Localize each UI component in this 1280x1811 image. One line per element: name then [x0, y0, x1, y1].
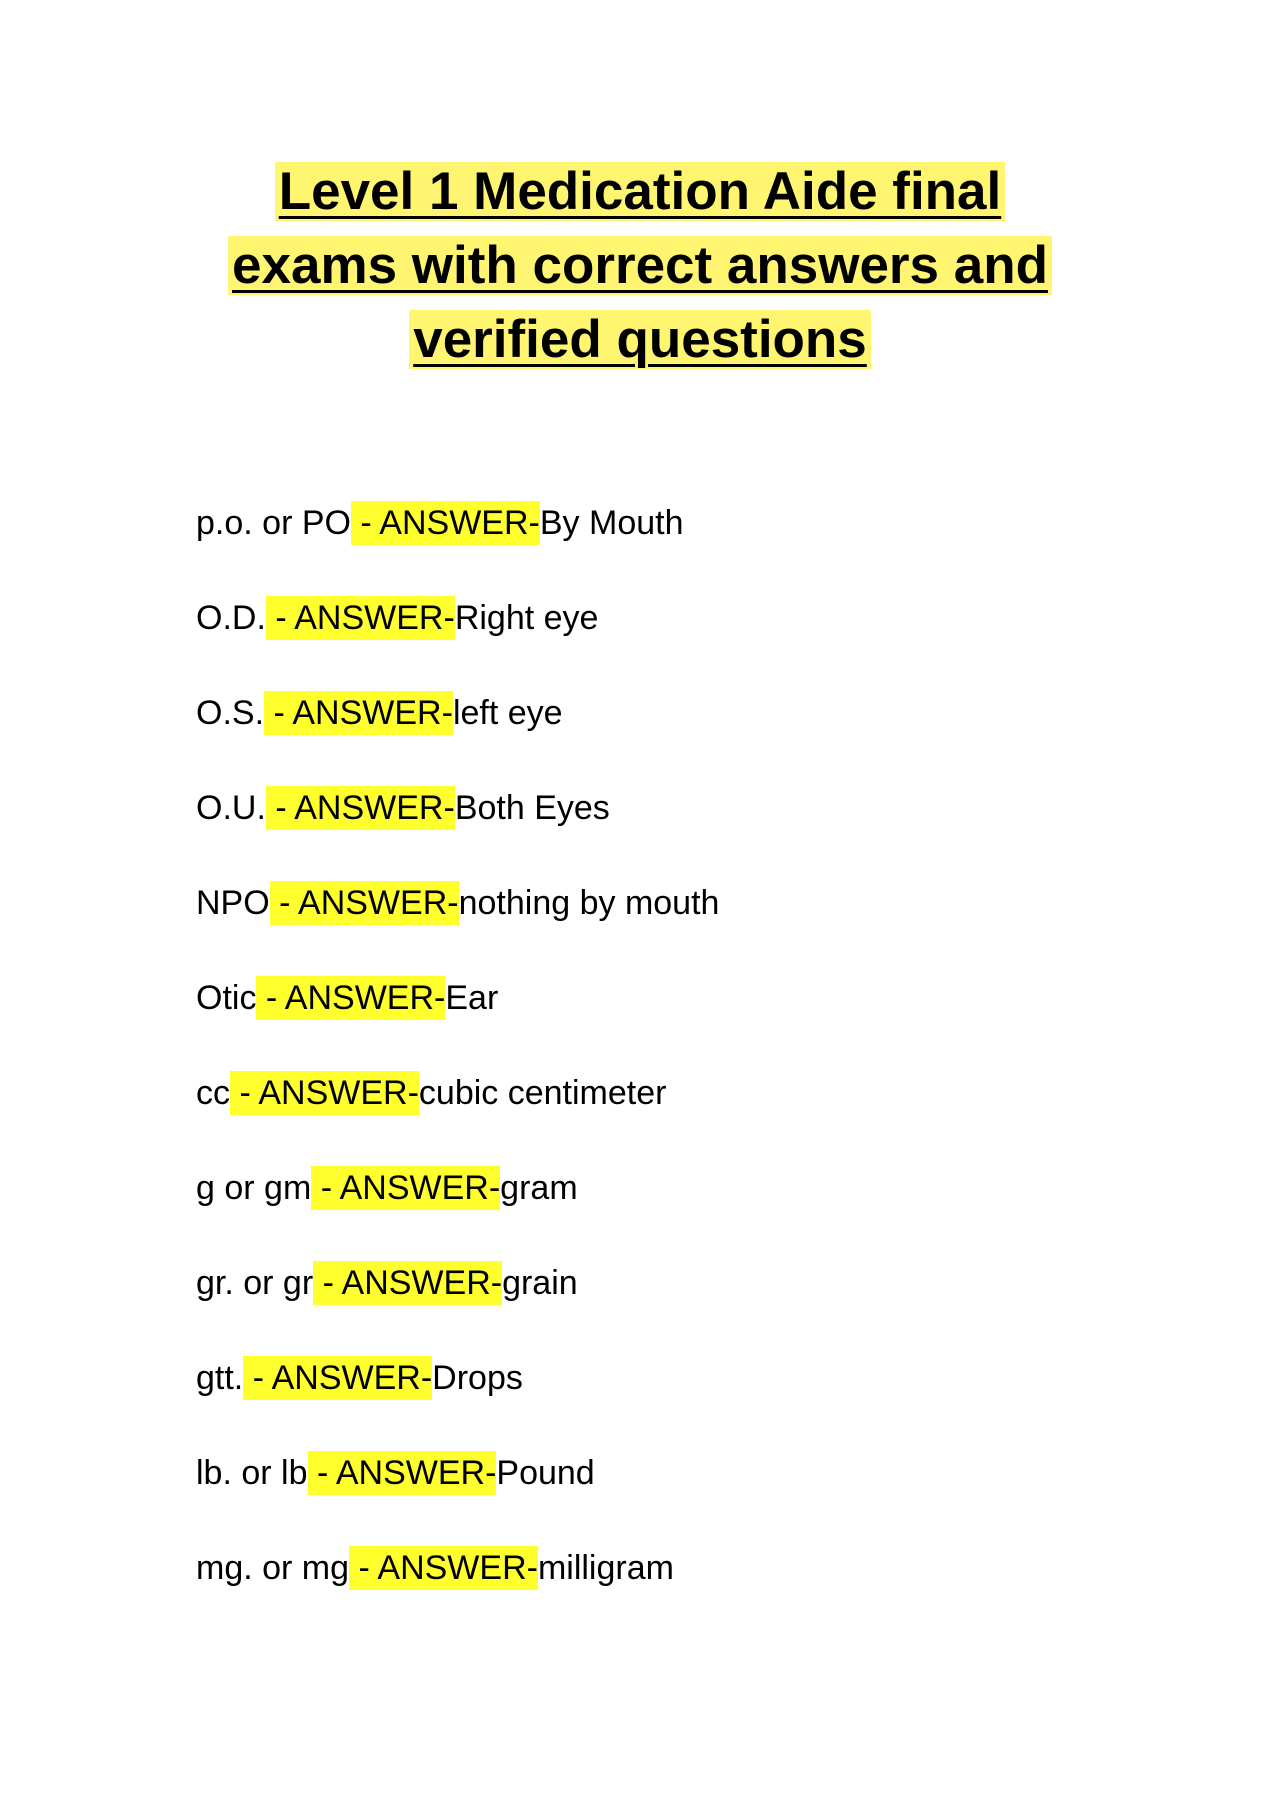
- qa-answer: Pound: [496, 1454, 595, 1492]
- qa-item: [196, 1073, 1196, 1168]
- qa-term: NPO: [196, 884, 270, 922]
- qa-answer: gram: [500, 1169, 578, 1207]
- qa-term: lb. or lb: [196, 1454, 308, 1492]
- answer-marker: - ANSWER-: [270, 881, 459, 925]
- answer-marker: - ANSWER-: [230, 1071, 419, 1115]
- answer-marker: - ANSWER-: [311, 1166, 500, 1210]
- qa-term: Otic: [196, 979, 257, 1017]
- qa-item: [196, 1453, 1196, 1548]
- qa-item: [196, 883, 1196, 978]
- qa-term: O.S.: [196, 694, 265, 732]
- qa-item: [196, 788, 1196, 883]
- qa-term: gtt.: [196, 1359, 244, 1397]
- qa-answer: nothing by mouth: [458, 884, 720, 922]
- qa-answer: milligram: [537, 1549, 674, 1587]
- qa-answer: Both Eyes: [454, 789, 610, 827]
- qa-item: [196, 598, 1196, 693]
- qa-answer: Ear: [445, 979, 499, 1017]
- qa-item: [196, 1168, 1196, 1263]
- answer-marker: - ANSWER-: [266, 596, 455, 640]
- qa-term: g or gm: [196, 1169, 312, 1207]
- qa-term: O.D.: [196, 599, 266, 637]
- qa-answer: Right eye: [454, 599, 599, 637]
- title-line: verified questions: [0, 303, 1280, 377]
- document-title: [0, 155, 1280, 377]
- qa-item: [196, 1358, 1196, 1453]
- title-line: exams with correct answers and: [0, 229, 1280, 303]
- qa-item: [196, 1263, 1196, 1358]
- qa-term: cc: [196, 1074, 230, 1112]
- qa-answer: By Mouth: [539, 504, 684, 542]
- qa-item: [196, 503, 1196, 598]
- qa-answer: Drops: [432, 1359, 523, 1397]
- answer-marker: - ANSWER-: [349, 1546, 538, 1590]
- qa-term: mg. or mg: [196, 1549, 350, 1587]
- answer-marker: - ANSWER-: [264, 691, 453, 735]
- title-line: Level 1 Medication Aide final: [0, 155, 1280, 229]
- qa-term: p.o. or PO: [196, 504, 351, 542]
- qa-item: [196, 978, 1196, 1073]
- answer-marker: - ANSWER-: [313, 1261, 502, 1305]
- answer-marker: - ANSWER-: [266, 786, 455, 830]
- qa-answer: cubic centimeter: [418, 1074, 667, 1112]
- answer-marker: - ANSWER-: [256, 976, 445, 1020]
- qa-answer: left eye: [452, 694, 563, 732]
- answer-marker: - ANSWER-: [243, 1356, 432, 1400]
- qa-answer: grain: [502, 1264, 578, 1302]
- qa-term: O.U.: [196, 789, 266, 827]
- qa-item: [196, 1548, 1196, 1643]
- answer-marker: - ANSWER-: [351, 501, 540, 545]
- answer-marker: - ANSWER-: [308, 1451, 497, 1495]
- qa-item: [196, 693, 1196, 788]
- qa-term: gr. or gr: [196, 1264, 314, 1302]
- qa-list: [196, 503, 1196, 1643]
